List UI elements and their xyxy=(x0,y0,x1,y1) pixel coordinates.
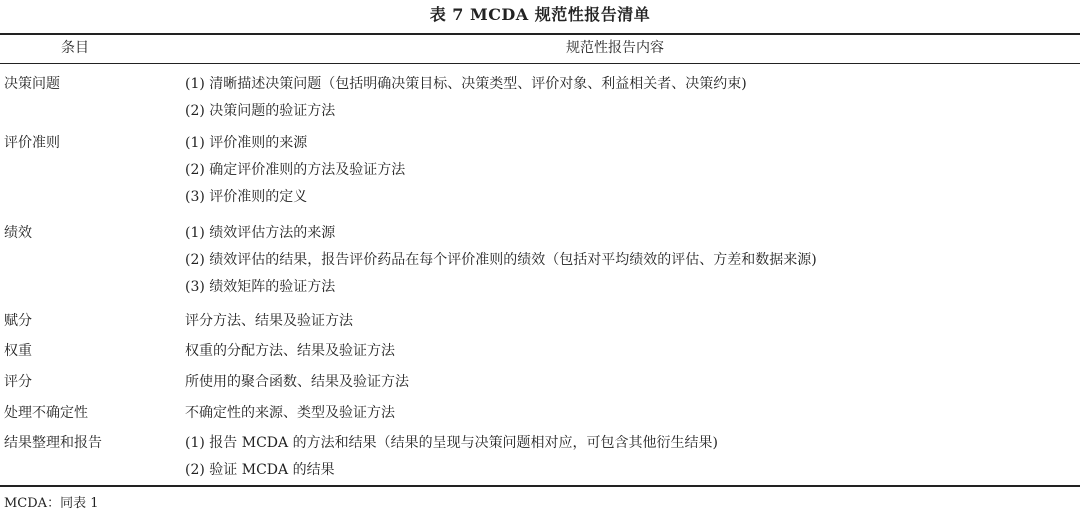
row-content-line: 不确定性的来源、类型及验证方法 xyxy=(185,405,395,421)
row-content-line: (1) 报告 MCDA 的方法和结果（结果的呈现与决策问题相对应，可包含其他衍生结果) xyxy=(185,435,719,451)
row-content-line: (2) 验证 MCDA 的结果 xyxy=(185,462,335,478)
row-item-label: 绩效 xyxy=(4,225,32,241)
row-content-line: (1) 清晰描述决策问题（包括明确决策目标、决策类型、评价对象、利益相关者、决策约束) xyxy=(185,76,747,92)
row-item-label: 评价准则 xyxy=(4,135,60,151)
row-content-line: 权重的分配方法、结果及验证方法 xyxy=(185,343,395,359)
row-content xyxy=(185,133,405,214)
row-content-line: 评分方法、结果及验证方法 xyxy=(185,313,353,329)
row-content xyxy=(185,433,718,487)
row-item-label: 结果整理和报告 xyxy=(4,435,102,451)
row-content-line: (3) 绩效矩阵的验证方法 xyxy=(185,279,336,295)
row-item-label: 权重 xyxy=(4,343,32,359)
row-content xyxy=(185,74,747,128)
row-content xyxy=(185,311,353,338)
row-content-line: (2) 确定评价准则的方法及验证方法 xyxy=(185,162,406,178)
row-item-label: 决策问题 xyxy=(4,76,60,92)
top-rule xyxy=(0,33,1080,35)
row-content-line: (2) 绩效评估的结果，报告评价药品在每个评价准则的绩效（包括对平均绩效的评估、方差和数据来源) xyxy=(185,252,817,268)
row-content xyxy=(185,372,409,399)
row-content-line: (3) 评价准则的定义 xyxy=(185,189,308,205)
header-content: 规范性报告内容 xyxy=(566,40,664,56)
row-content-line: (1) 绩效评估方法的来源 xyxy=(185,225,336,241)
row-item-label: 赋分 xyxy=(4,313,32,329)
row-content-line: 所使用的聚合函数、结果及验证方法 xyxy=(185,374,409,390)
row-content-line: (1) 评价准则的来源 xyxy=(185,135,308,151)
row-item-label: 处理不确定性 xyxy=(4,405,88,421)
table-caption: 表 7 MCDA 规范性报告清单 xyxy=(429,5,651,24)
header-rule xyxy=(0,63,1080,64)
row-content-line: (2) 决策问题的验证方法 xyxy=(185,103,336,119)
header-item: 条目 xyxy=(61,40,89,56)
row-content xyxy=(185,403,395,430)
bottom-rule xyxy=(0,485,1080,487)
row-content xyxy=(185,341,395,368)
row-content xyxy=(185,223,817,304)
row-item-label: 评分 xyxy=(4,374,32,390)
table-footnote: MCDA：同表 1 xyxy=(4,496,99,511)
